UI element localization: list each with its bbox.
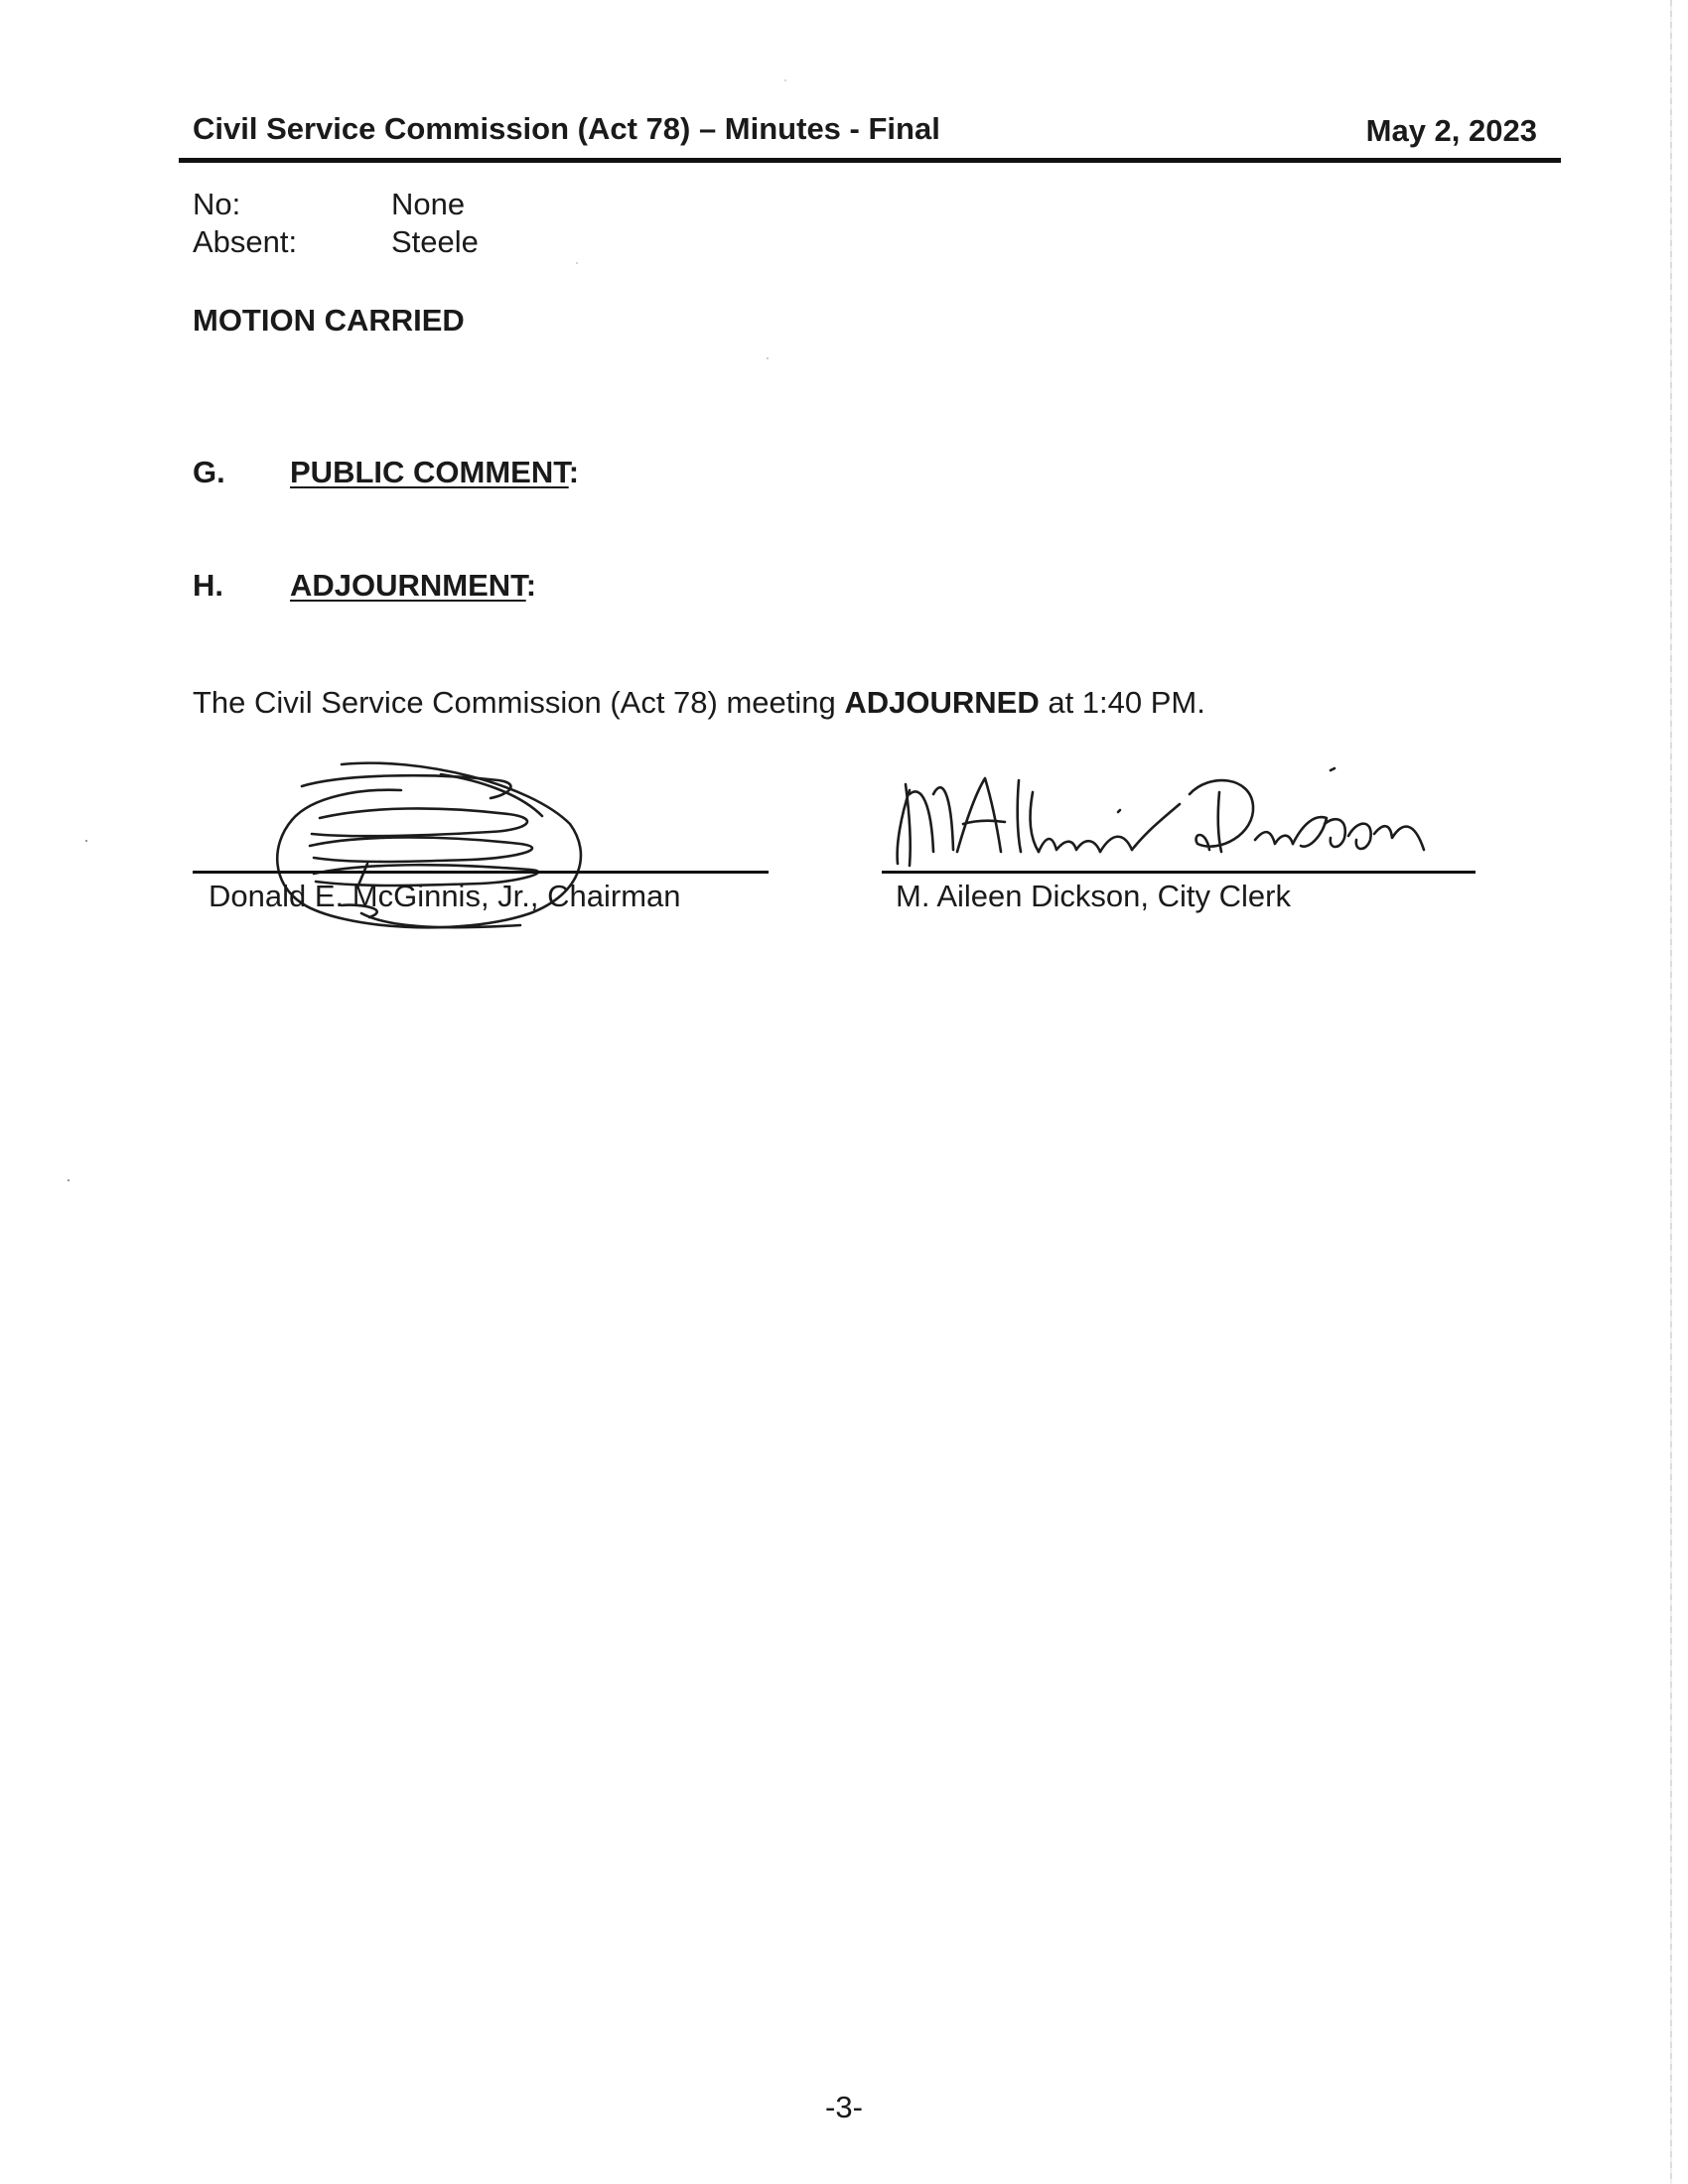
signature-line xyxy=(193,871,769,874)
meeting-date: May 2, 2023 xyxy=(1365,113,1537,148)
adjournment-suffix: at 1:40 PM. xyxy=(1039,685,1205,720)
scan-speck xyxy=(85,840,87,842)
vote-value: None xyxy=(391,187,466,221)
scan-speck xyxy=(576,262,578,264)
scan-edge xyxy=(1670,0,1672,2184)
page-header xyxy=(193,111,1537,151)
adjournment-prefix: The Civil Service Commission (Act 78) meeting xyxy=(193,685,845,720)
section-colon: : xyxy=(568,455,580,489)
motion-result: MOTION CARRIED xyxy=(193,303,465,338)
scan-speck xyxy=(767,357,769,359)
section-title: ADJOURNMENT xyxy=(290,568,526,603)
clerk-name: M. Aileen Dickson, City Clerk xyxy=(896,879,1291,913)
clerk-signature-scribble xyxy=(882,754,1477,874)
section-title: PUBLIC COMMENT xyxy=(290,455,569,489)
chairman-signature-block xyxy=(193,754,769,933)
chairman-signature-scribble xyxy=(193,754,630,943)
vote-label: No: xyxy=(193,187,241,221)
section-letter: G. xyxy=(193,455,225,489)
signature-line xyxy=(882,871,1476,874)
adjournment-keyword: ADJOURNED xyxy=(844,685,1040,720)
adjournment-statement xyxy=(193,685,1205,721)
document-title: Civil Service Commission (Act 78) – Minutes - Final xyxy=(193,111,940,146)
section-colon: : xyxy=(525,568,537,603)
vote-value: Steele xyxy=(391,224,479,259)
header-rule xyxy=(179,158,1561,163)
page-number: -3- xyxy=(825,2090,863,2124)
clerk-signature-block xyxy=(882,754,1476,933)
vote-label: Absent: xyxy=(193,224,298,259)
chairman-name: Donald E. McGinnis, Jr., Chairman xyxy=(209,879,681,913)
section-letter: H. xyxy=(193,568,223,603)
scan-speck xyxy=(784,79,786,81)
scan-speck xyxy=(68,1179,70,1181)
